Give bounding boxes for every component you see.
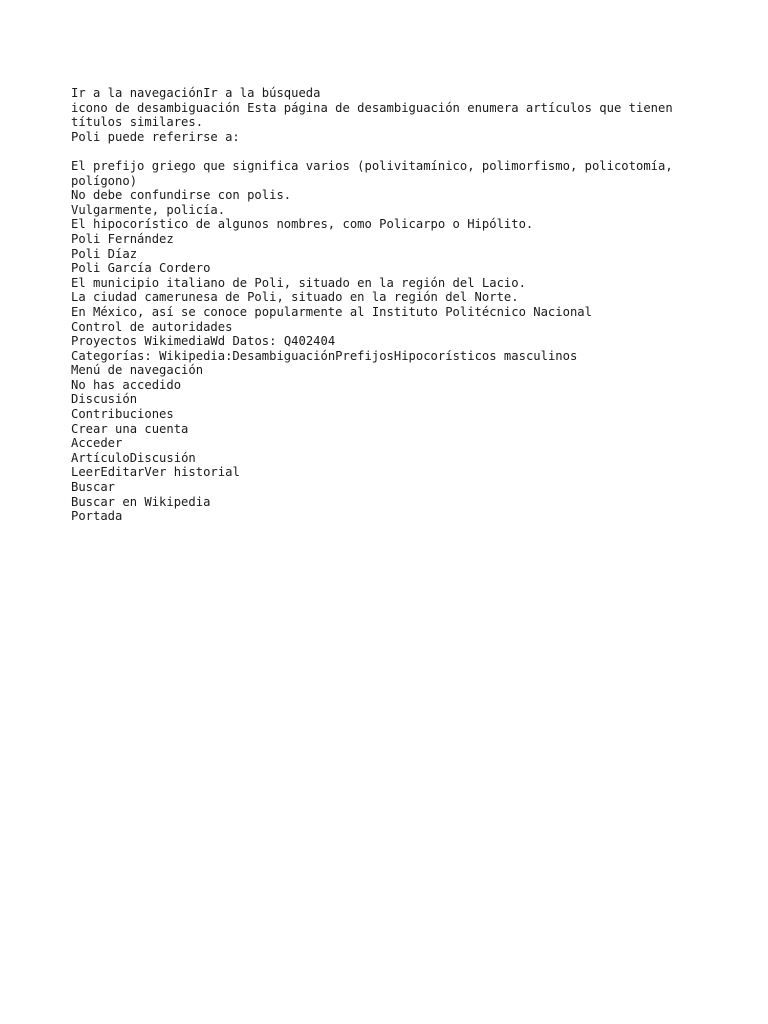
list-item: No debe confundirse con polis. bbox=[71, 188, 292, 203]
tab-article[interactable]: Artículo bbox=[71, 450, 130, 465]
page-content bbox=[71, 86, 711, 524]
nav-menu-heading: Menú de navegación bbox=[71, 363, 204, 378]
wikidata-icon: Wd bbox=[210, 334, 226, 349]
search-input[interactable]: Buscar en Wikipedia bbox=[71, 494, 211, 509]
category-link[interactable]: Prefijos bbox=[335, 348, 394, 363]
not-logged-in-text: No has accedido bbox=[71, 377, 182, 392]
view-tabs bbox=[71, 465, 711, 480]
tab-discussion[interactable]: Discusión bbox=[129, 450, 196, 465]
login-link[interactable]: Acceder bbox=[71, 436, 123, 451]
create-account-link[interactable]: Crear una cuenta bbox=[71, 421, 189, 436]
tab-history[interactable]: Ver historial bbox=[144, 465, 240, 480]
talk-link[interactable]: Discusión bbox=[71, 392, 138, 407]
list-item: El hipocorístico de algunos nombres, como Policarpo o Hipólito. bbox=[71, 217, 534, 232]
skip-to-navigation-link[interactable]: Ir a la navegación bbox=[71, 86, 204, 100]
disambiguation-notice-text: Esta página de desambiguación enumera artículos que tienen títulos similares. bbox=[71, 100, 681, 130]
list-item-link[interactable]: Poli Díaz bbox=[71, 246, 138, 261]
list-item-link[interactable]: Poli García Cordero bbox=[71, 261, 211, 276]
list-item: En México, así se conoce popularmente al Instituto Politécnico Nacional bbox=[71, 304, 592, 319]
entries-list bbox=[71, 159, 711, 320]
category-link[interactable]: Wikipedia:Desambiguación bbox=[159, 348, 336, 363]
list-item-link[interactable]: Poli Fernández bbox=[71, 231, 174, 246]
namespace-tabs bbox=[71, 451, 711, 466]
disambiguation-notice bbox=[71, 101, 711, 130]
tab-read[interactable]: Leer bbox=[71, 465, 101, 480]
disambiguation-icon: icono de desambiguación bbox=[71, 100, 240, 115]
skip-links bbox=[71, 86, 711, 101]
category-link[interactable]: Hipocorísticos masculinos bbox=[393, 348, 578, 363]
wikimedia-projects-label: Proyectos Wikimedia bbox=[71, 334, 211, 349]
categories bbox=[71, 349, 711, 364]
wikimedia-projects bbox=[71, 334, 711, 349]
list-item: La ciudad camerunesa de Poli, situado en la región del Norte. bbox=[71, 290, 519, 305]
list-item: El municipio italiano de Poli, situado en la región del Lacio. bbox=[71, 275, 526, 290]
search-label: Buscar bbox=[71, 480, 116, 495]
list-item: Vulgarmente, policía. bbox=[71, 202, 226, 217]
tab-edit[interactable]: Editar bbox=[100, 465, 145, 480]
authority-control-heading: Control de autoridades bbox=[71, 319, 233, 334]
spacer bbox=[71, 144, 711, 159]
wikidata-link[interactable]: Datos: Q402404 bbox=[232, 334, 336, 349]
intro-text: Poli puede referirse a: bbox=[71, 129, 240, 144]
skip-to-search-link[interactable]: Ir a la búsqueda bbox=[203, 86, 321, 100]
categories-label[interactable]: Categorías: bbox=[71, 348, 152, 363]
main-page-link[interactable]: Portada bbox=[71, 509, 123, 524]
list-item: El prefijo griego que significa varios (polivitamínico, polimorfismo, policotomía, polígono) bbox=[71, 158, 681, 188]
contributions-link[interactable]: Contribuciones bbox=[71, 407, 174, 422]
